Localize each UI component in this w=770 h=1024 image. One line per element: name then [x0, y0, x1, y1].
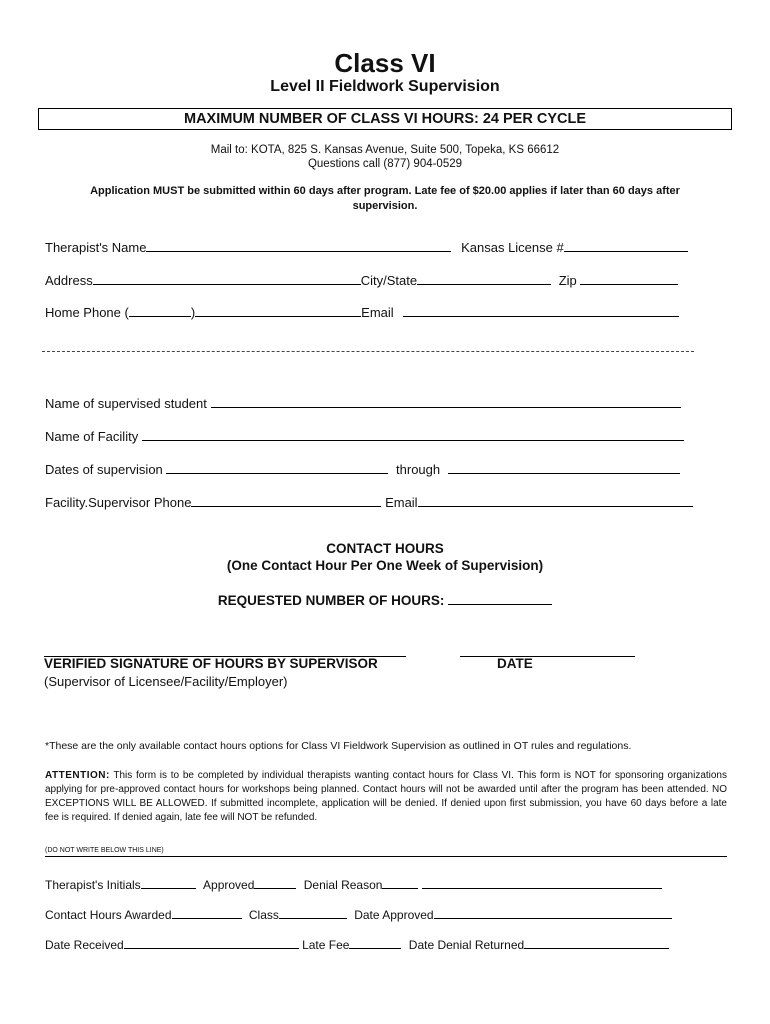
- student-row: [45, 394, 681, 411]
- do-not-write-line: [45, 856, 727, 857]
- date-received-label: Date Received: [45, 938, 124, 952]
- date-line[interactable]: [460, 656, 635, 657]
- denial-reason-field-1[interactable]: [382, 875, 418, 889]
- requested-hours-row: [0, 591, 770, 608]
- questions-phone: Questions call (877) 904-0529: [307, 158, 463, 170]
- do-not-write-label: (DO NOT WRITE BELOW THIS LINE): [45, 847, 164, 854]
- late-fee-field[interactable]: [349, 935, 401, 949]
- dates-row: [45, 460, 680, 477]
- supervisor-phone-field[interactable]: [191, 493, 381, 507]
- denial-reason-field-2[interactable]: [422, 875, 662, 889]
- contact-hours-title: CONTACT HOURS: [326, 541, 444, 556]
- hours-awarded-label: Contact Hours Awarded: [45, 908, 172, 922]
- mail-to-address: Mail to: KOTA, 825 S. Kansas Avenue, Suite 500, Topeka, KS 66612: [210, 144, 560, 156]
- date-label: DATE: [497, 656, 533, 671]
- max-hours-box: MAXIMUM NUMBER OF CLASS VI HOURS: 24 PER CYCLE: [38, 108, 732, 130]
- facility-name-label: Name of Facility: [45, 429, 139, 444]
- email-field[interactable]: [403, 303, 679, 317]
- license-label: Kansas License #: [461, 240, 564, 255]
- supervisor-phone-row: [45, 493, 693, 510]
- signature-sublabel: (Supervisor of Licensee/Facility/Employer): [44, 674, 288, 689]
- office-row-2: [45, 905, 672, 922]
- home-phone-row: [45, 303, 679, 320]
- city-state-label: City/State: [360, 273, 418, 288]
- office-row-3: [45, 935, 669, 952]
- footnote: *These are the only available contact hours options for Class VI Fieldwork Supervision as outlined in OT rules and regulations.: [45, 740, 632, 752]
- section-divider: [42, 351, 694, 352]
- license-field[interactable]: [564, 238, 688, 252]
- city-state-field[interactable]: [417, 271, 551, 285]
- form-title: Class VI: [334, 48, 436, 78]
- requested-hours-field[interactable]: [448, 591, 552, 605]
- dates-label: Dates of supervision: [45, 462, 163, 477]
- class-field[interactable]: [279, 905, 347, 919]
- facility-name-field[interactable]: [142, 427, 684, 441]
- start-date-field[interactable]: [166, 460, 388, 474]
- student-name-field[interactable]: [211, 394, 681, 408]
- date-received-field[interactable]: [124, 935, 299, 949]
- address-row: [45, 271, 678, 288]
- supervisor-email-label: Email: [385, 495, 418, 510]
- facility-row: [45, 427, 684, 444]
- form-subtitle: Level II Fieldwork Supervision: [270, 78, 500, 95]
- end-date-field[interactable]: [448, 460, 680, 474]
- home-phone-field[interactable]: [195, 303, 361, 317]
- therapist-name-row: [45, 238, 688, 255]
- denial-reason-label: Denial Reason: [303, 878, 383, 892]
- therapist-name-field[interactable]: [146, 238, 451, 252]
- date-denial-returned-label: Date Denial Returned: [408, 938, 525, 952]
- hours-awarded-field[interactable]: [172, 905, 242, 919]
- date-approved-field[interactable]: [434, 905, 672, 919]
- attention-paragraph: [45, 769, 727, 825]
- therapist-name-label: Therapist's Name: [45, 240, 147, 255]
- signature-label: VERIFIED SIGNATURE OF HOURS BY SUPERVISOR: [44, 656, 378, 671]
- initials-field[interactable]: [141, 875, 196, 889]
- attention-label: ATTENTION:: [45, 770, 110, 781]
- email-label: Email: [361, 305, 394, 320]
- approved-field[interactable]: [254, 875, 296, 889]
- address-label: Address: [45, 273, 93, 288]
- student-name-label: Name of supervised student: [45, 396, 207, 411]
- late-fee-label: Late Fee: [302, 938, 350, 952]
- date-approved-label: Date Approved: [354, 908, 434, 922]
- initials-label: Therapist's Initials: [45, 878, 141, 892]
- attention-text: This form is to be completed by individual therapists wanting contact hours for Class VI. This form is NOT for sponsoring organizations applying for pre-approved contact hours for workshops being planned. Contact hours will not be awarded until after the program has been attended. NO EXCEPTIONS WILL BE ALLOWED. If submitted incomplete, application will be denied. If denied upon first submission, you have 60 days before a late fee is required. If denied again, late fee will NOT be refunded.: [45, 770, 727, 823]
- through-label: through: [396, 462, 441, 477]
- approved-label: Approved: [203, 878, 255, 892]
- home-phone-close: ): [190, 305, 196, 320]
- date-denial-returned-field[interactable]: [524, 935, 669, 949]
- home-phone-label: Home Phone (: [45, 305, 129, 320]
- contact-hours-subtitle: (One Contact Hour Per One Week of Supervision): [226, 558, 544, 573]
- zip-field[interactable]: [580, 271, 678, 285]
- office-row-1: [45, 875, 662, 892]
- class-label: Class: [248, 908, 279, 922]
- requested-hours-label: REQUESTED NUMBER OF HOURS:: [217, 593, 445, 608]
- address-field[interactable]: [93, 271, 361, 285]
- zip-label: Zip: [558, 273, 577, 288]
- area-code-field[interactable]: [129, 303, 191, 317]
- supervisor-phone-label: Facility.Supervisor Phone: [45, 495, 192, 510]
- supervisor-email-field[interactable]: [418, 493, 693, 507]
- submission-notice: Application MUST be submitted within 60 days after program. Late fee of $20.00 applies if later than 60 days after supervision.: [90, 185, 680, 212]
